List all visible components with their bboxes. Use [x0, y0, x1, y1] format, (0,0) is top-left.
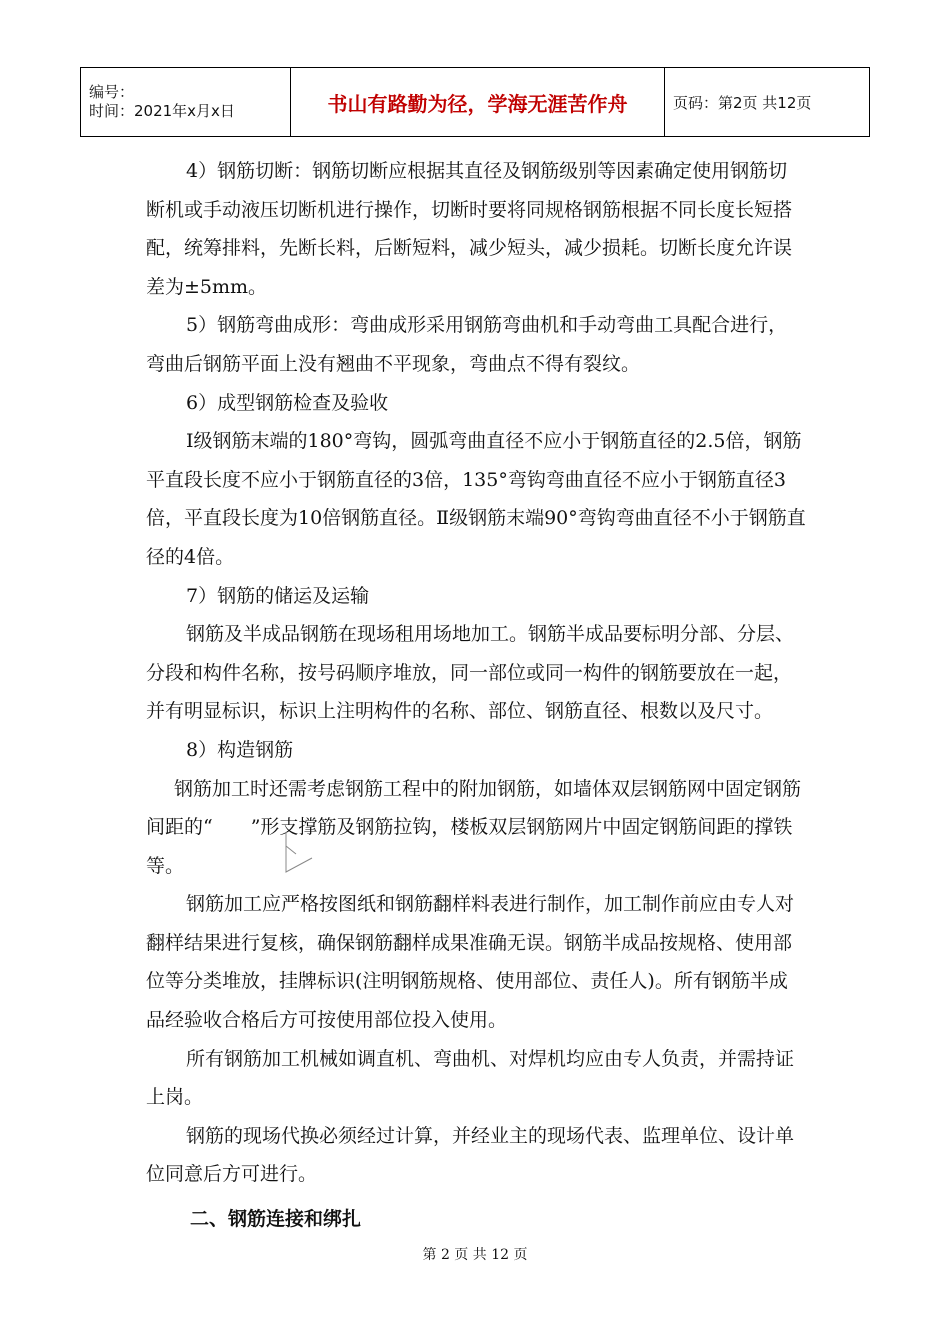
paragraph: 6）成型钢筋检查及验收: [186, 391, 389, 414]
paragraph: 4）钢筋切断：钢筋切断应根据其直径及钢筋级别等因素确定使用钢筋切断机或手动液压切断机进行操作，切断时要将同规格钢筋根据不同长度长短搭配，统筹排料，先断长料，后断短料，减少短头，减少损耗。切断长度允许误差为±5mm。: [146, 160, 793, 298]
document-body: [146, 152, 806, 1239]
paragraph: 5）钢筋弯曲成形：弯曲成形采用钢筋弯曲机和手动弯曲工具配合进行，弯曲后钢筋平面上没有翘曲不平现象，弯曲点不得有裂纹。: [146, 314, 788, 375]
paragraph: 钢筋加工应严格按图纸和钢筋翻样料表进行制作，加工制作前应由专人对翻样结果进行复核，确保钢筋翻样成果准确无误。钢筋半成品按规格、使用部位等分类堆放，挂牌标识(注明钢筋规格、使用部位、责任人)。所有钢筋半成品经验收合格后方可按使用部位投入使用。: [146, 893, 795, 1032]
header-motto: 书山有路勤为径，学海无涯苦作舟: [291, 68, 665, 137]
paragraph: Ⅰ级钢筋末端的180°弯钩，圆弧弯曲直径不应小于钢筋直径的2.5倍，钢筋平直段长度不应小于钢筋直径的3倍，135°弯钩弯曲直径不应小于钢筋直径3倍，平直段长度为10倍钢筋直径。Ⅱ级钢筋末端90°弯钩弯曲直径不小于钢筋直径的4倍。: [146, 430, 806, 568]
code-label: 编号：: [89, 83, 135, 101]
header-page-number: 页码：第2页 共12页: [665, 68, 870, 137]
paragraph: 7）钢筋的储运及运输: [186, 584, 370, 607]
paragraph: 钢筋加工时还需考虑钢筋工程中的附加钢筋，如墙体双层钢筋网中固定钢筋间距的“ ”形支撑筋及钢筋拉钩，楼板双层钢筋网片中固定钢筋间距的撑铁等。: [146, 777, 802, 877]
paragraph: 钢筋的现场代换必须经过计算，并经业主的现场代表、监理单位、设计单位同意后方可进行。: [146, 1124, 795, 1186]
page-footer: 第 2 页 共 12 页: [422, 1247, 528, 1263]
paragraph: 所有钢筋加工机械如调直机、弯曲机、对焊机均应由专人负责，并需持证上岗。: [146, 1047, 795, 1109]
document-header: [80, 67, 870, 137]
paragraph: 8）构造钢筋: [186, 738, 294, 761]
header-meta: [81, 68, 291, 137]
support-bar-diagram: [282, 828, 318, 880]
paragraph: 钢筋及半成品钢筋在现场租用场地加工。钢筋半成品要标明分部、分层、分段和构件名称，按号码顺序堆放，同一部位或同一构件的钢筋要放在一起，并有明显标识，标识上注明构件的名称、部位、钢筋直径、根数以及尺寸。: [146, 623, 795, 723]
section-heading: 二、钢筋连接和绑扎: [190, 1208, 362, 1231]
time-label: 时间：2021年x月x日: [89, 102, 235, 120]
